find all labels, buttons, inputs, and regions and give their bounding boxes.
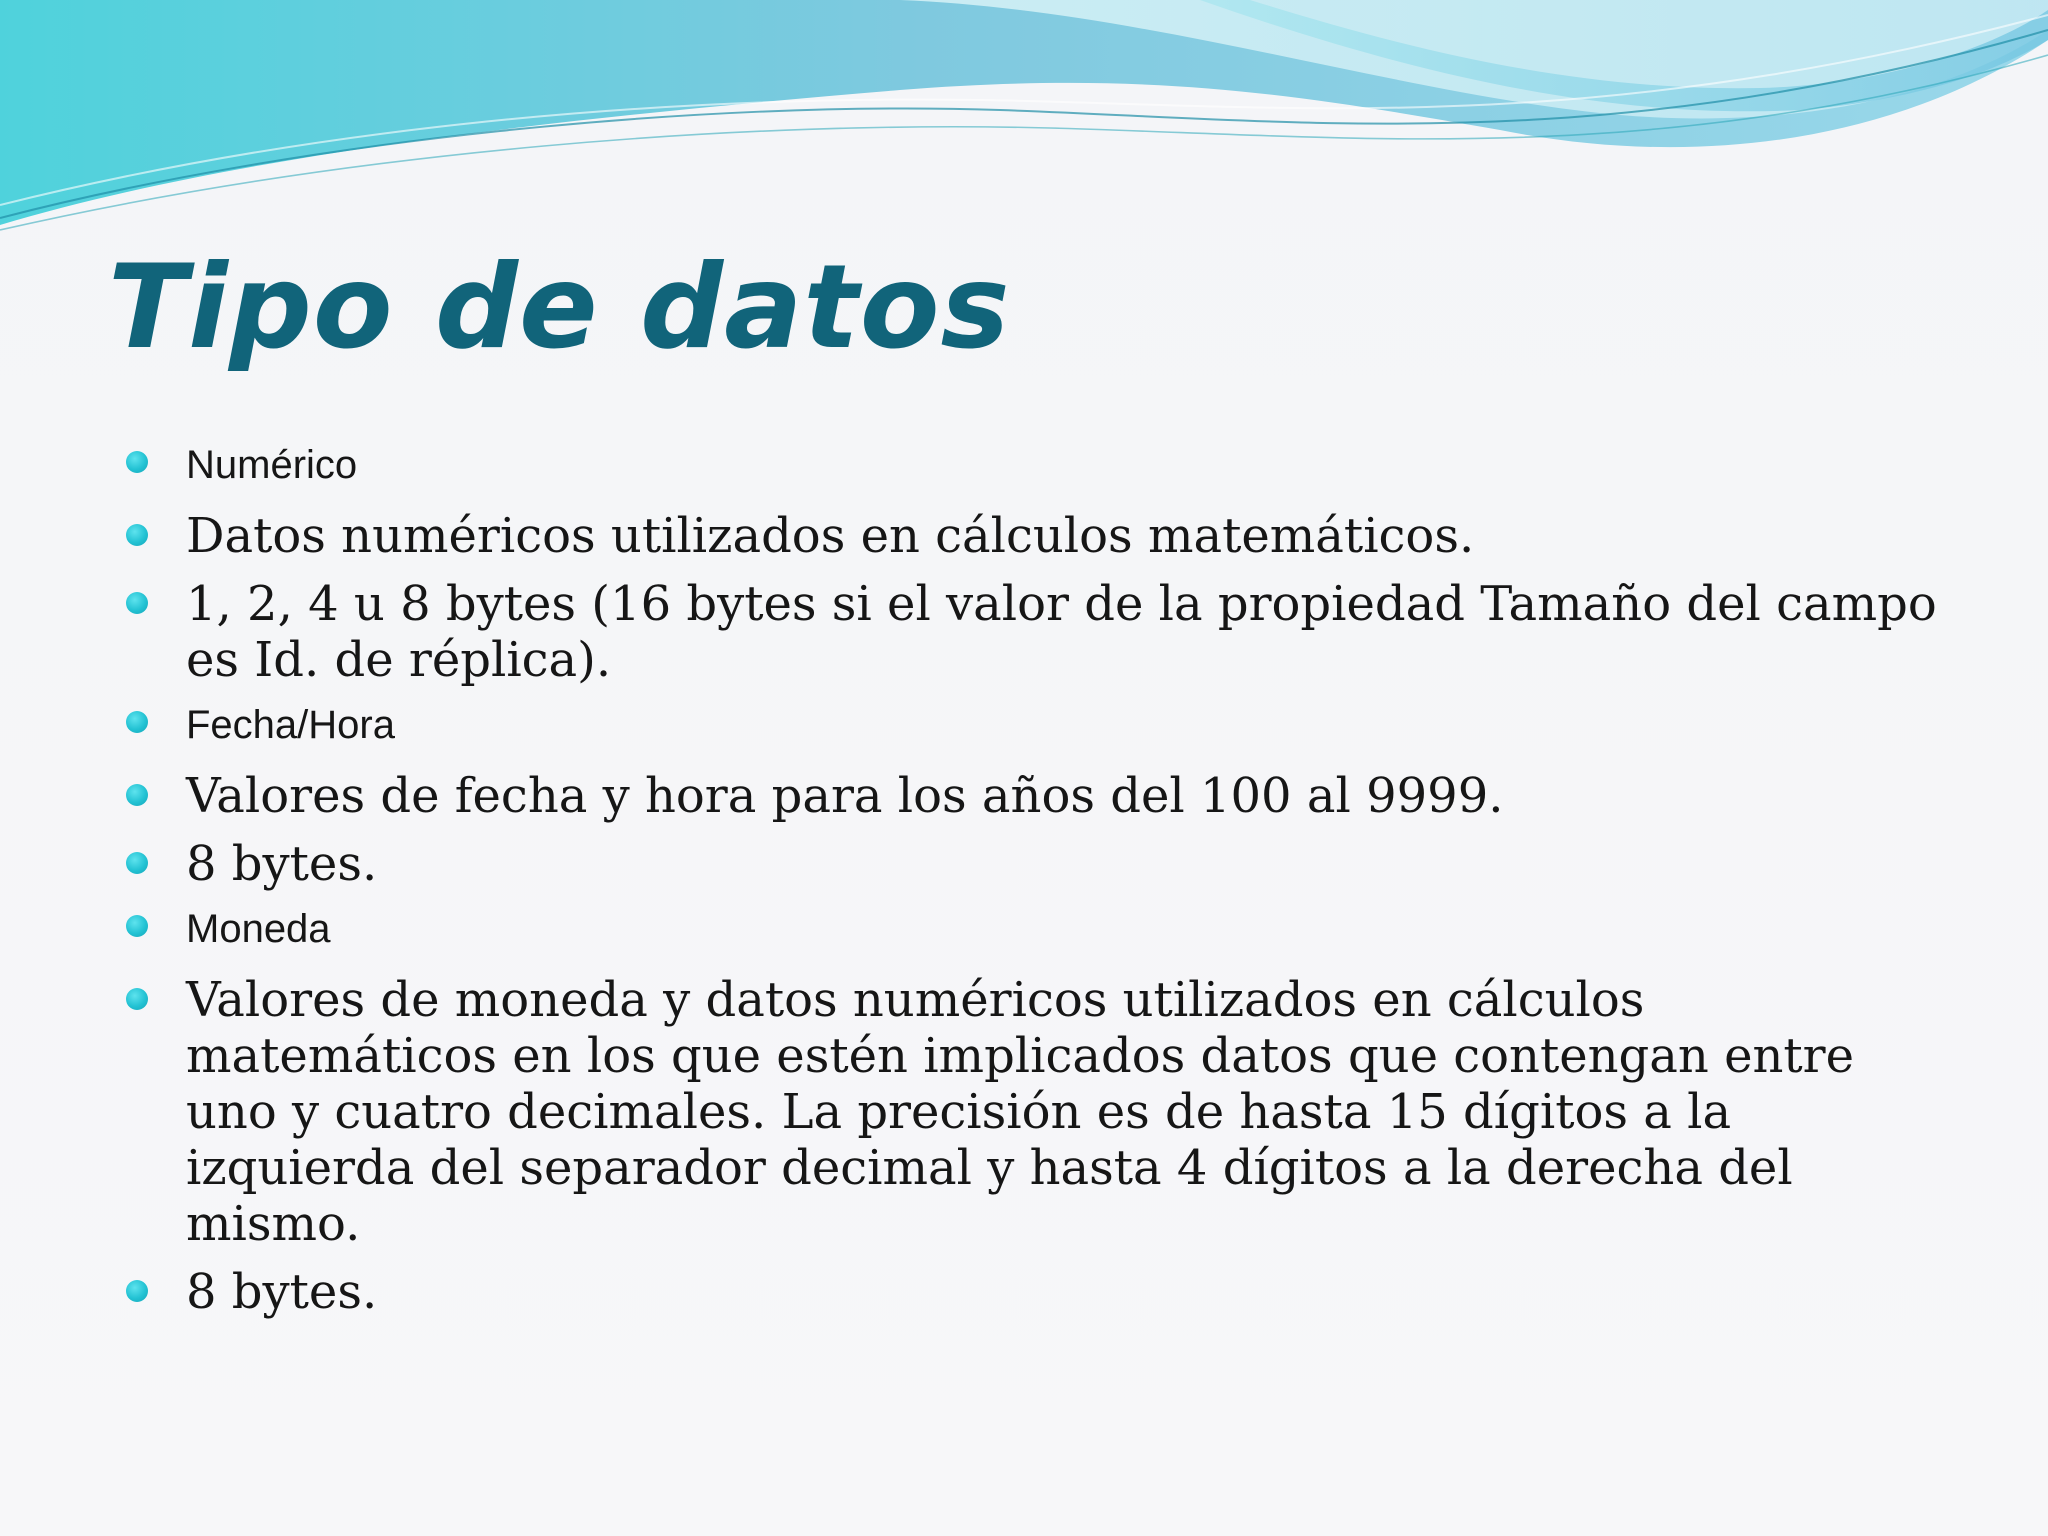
bullet-text: 1, 2, 4 u 8 bytes (16 bytes si el valor de la propiedad Tamaño del campo es Id. de réplica). xyxy=(186,576,1937,688)
bullet-dot-icon xyxy=(126,988,148,1010)
bullet-text: Moneda xyxy=(186,907,331,951)
bullet-dot-icon xyxy=(126,915,148,937)
bullet-list xyxy=(126,440,1956,1332)
bullet-text: Valores de moneda y datos numéricos utilizados en cálculos matemáticos en los que estén implicados datos que contengan entre uno y cuatro decimales. La precisión es de hasta 15 dígitos a la izquierda del separador decimal y hasta 4 dígitos a la derecha del mismo. xyxy=(186,972,1855,1252)
bullet-item xyxy=(126,700,1956,750)
bullet-dot-icon xyxy=(126,852,148,874)
bullet-item xyxy=(126,836,1956,892)
bullet-item xyxy=(126,972,1956,1252)
bullet-item xyxy=(126,440,1956,490)
slide-title: Tipo de datos xyxy=(108,240,1011,375)
bullet-dot-icon xyxy=(126,592,148,614)
header-wave-decoration xyxy=(0,0,2048,240)
bullet-item xyxy=(126,508,1956,564)
bullet-item xyxy=(126,1264,1956,1320)
bullet-text: Datos numéricos utilizados en cálculos matemáticos. xyxy=(186,508,1475,564)
bullet-item xyxy=(126,904,1956,954)
bullet-dot-icon xyxy=(126,451,148,473)
bullet-item xyxy=(126,576,1956,688)
bullet-text: Valores de fecha y hora para los años del 100 al 9999. xyxy=(186,768,1504,824)
bullet-dot-icon xyxy=(126,524,148,546)
bullet-item xyxy=(126,768,1956,824)
bullet-text: 8 bytes. xyxy=(186,836,378,892)
bullet-text: 8 bytes. xyxy=(186,1264,378,1320)
bullet-dot-icon xyxy=(126,711,148,733)
bullet-dot-icon xyxy=(126,784,148,806)
bullet-text: Numérico xyxy=(186,443,358,487)
bullet-dot-icon xyxy=(126,1280,148,1302)
bullet-text: Fecha/Hora xyxy=(186,703,395,747)
